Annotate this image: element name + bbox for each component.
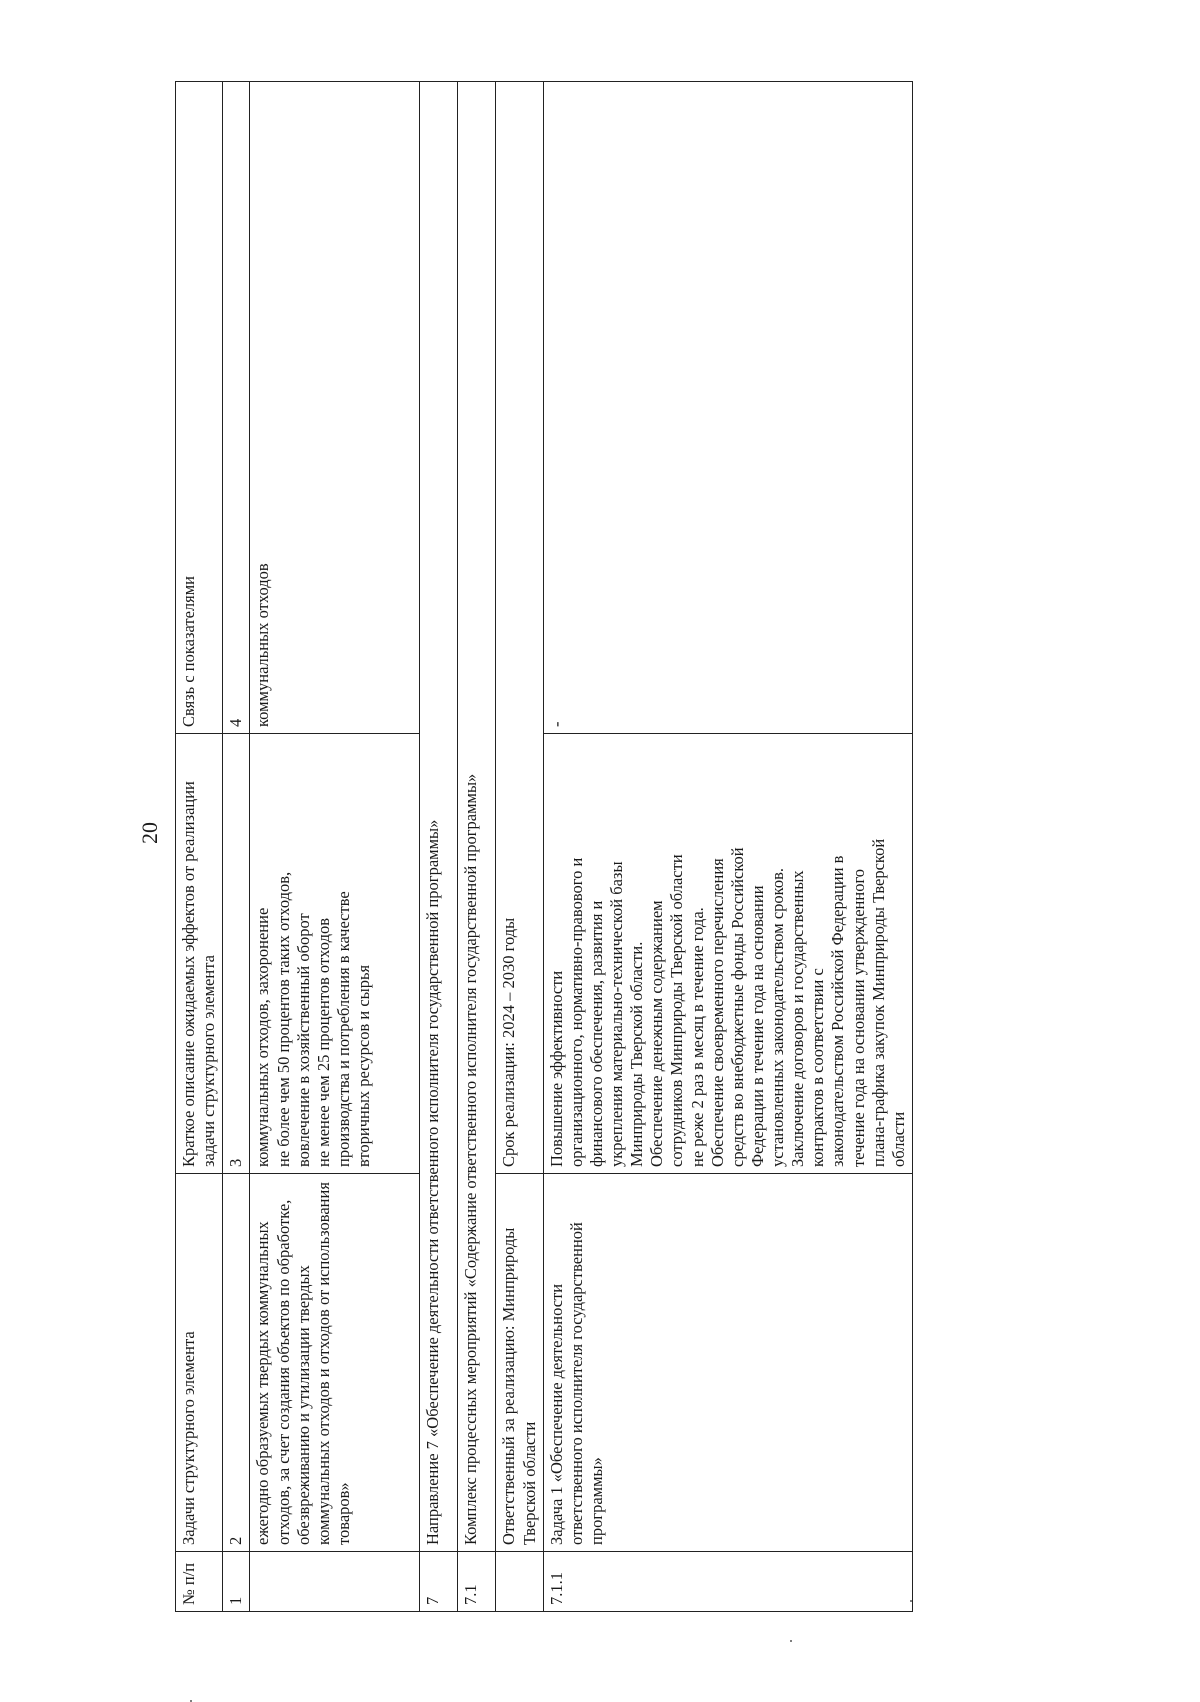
page-number: 20 xyxy=(137,822,162,844)
scan-speck xyxy=(790,1640,792,1642)
column-index-row xyxy=(223,82,250,1612)
index-1: 1 xyxy=(223,1552,250,1612)
direction-num: 7 xyxy=(420,1552,458,1612)
row-effects: коммунальных отходов, захоронение не более чем 50 процентов таких отходов, вовлечение в хозяйственный оборот не менее чем 25 процентов отходов производства и потребления в качестве вторичных ресурсов и сырья xyxy=(250,734,420,1174)
header-num: № п/п xyxy=(176,1552,223,1612)
index-3: 3 xyxy=(223,734,250,1174)
task-title: Задача 1 «Обеспечение деятельности ответственного исполнителя государственной программы» xyxy=(543,1174,912,1552)
complex-row xyxy=(458,82,496,1612)
term-text: Срок реализации: 2024 – 2030 годы xyxy=(496,82,543,1174)
header-effects: Краткое описание ожидаемых эффектов от реализации задачи структурного элемента xyxy=(176,734,223,1174)
table-row xyxy=(250,82,420,1612)
structural-element-tasks-table xyxy=(175,81,913,1612)
scan-speck xyxy=(910,1600,912,1602)
index-4: 4 xyxy=(223,82,250,734)
rotated-table-wrapper xyxy=(175,82,995,1612)
task-row xyxy=(543,82,912,1612)
task-effects: Повышение эффективности организационного, нормативно-правового и финансового обеспечения, развития и укрепления материально-технической базы Минприроды Тверской области. Обеспечение денежным содержанием сотрудников Минприроды Тверской области не реже 2 раз в месяц в течение года. Обеспечение своевременного перечисления средств во внебюджетные фонды Российской Федерации в течение года на основании установленных законодательством сроков. Заключение договоров и государственных контрактов в соответствии с законодательством Российской Федерации в течение года на основании утвержденного плана-графика закупок Минприроды Тверской области xyxy=(543,734,912,1174)
responsible-row xyxy=(496,82,543,1612)
task-num: 7.1.1 xyxy=(543,1552,912,1612)
direction-row xyxy=(420,82,458,1612)
header-row xyxy=(176,82,223,1612)
direction-title: Направление 7 «Обеспечение деятельности ответственного исполнителя государственной программы» xyxy=(420,82,458,1552)
task-indicators-link: - xyxy=(543,82,912,734)
row-indicators: коммунальных отходов xyxy=(250,82,420,734)
complex-num: 7.1 xyxy=(458,1552,496,1612)
row-task: ежегодно образуемых твердых коммунальных отходов, за счет создания объектов по обработке, обезвреживанию и утилизации твердых коммунальных отходов и отходов от использования товаров» xyxy=(250,1174,420,1552)
responsible-text: Ответственный за реализацию: Минприроды Тверской области xyxy=(496,1174,543,1552)
header-tasks: Задачи структурного элемента xyxy=(176,1174,223,1552)
header-indicators-link: Связь с показателями xyxy=(176,82,223,734)
index-2: 2 xyxy=(223,1174,250,1552)
complex-title: Комплекс процессных мероприятий «Содержание ответственного исполнителя государственной программы» xyxy=(458,82,496,1552)
row-num xyxy=(250,1552,420,1612)
responsible-empty-cell xyxy=(496,1552,543,1612)
